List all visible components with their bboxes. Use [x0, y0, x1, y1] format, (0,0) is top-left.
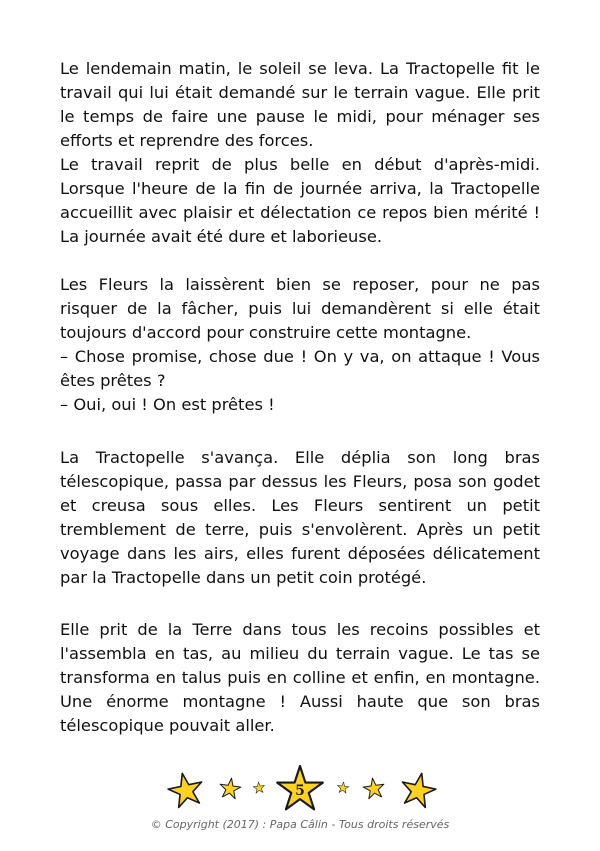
page-number: 5 [295, 783, 305, 799]
paragraph-4 [60, 618, 540, 738]
paragraph-2-line-1: Les Fleurs la laissèrent bien se reposer, pour ne pas risquer de la fâcher, puis lui demandèrent si elle était toujours d'accord pour construire cette montagne. [60, 275, 540, 342]
paragraph-2-dialogue-1: – Chose promise, chose due ! On y va, on attaque ! Vous êtes prêtes ? [60, 347, 540, 390]
star-icon [166, 770, 206, 809]
paragraph-1-line-2: Le travail reprit de plus belle en début d'après-midi. Lorsque l'heure de la fin de journée arriva, la Tractopelle accueillit avec plaisir et délectation ce repos bien mérité ! La journée avait été dure et laborieuse. [60, 155, 540, 246]
footer-stars [0, 764, 600, 814]
paragraph-2 [60, 273, 540, 417]
paragraph-3-line-1: La Tractopelle s'avança. Elle déplia son long bras télescopique, passa par dessus les Fleurs, posa son godet et creusa sous elles. Les Fleurs sentirent un petit tremblement de terre, puis s'envolèrent. Après un petit voyage dans les airs, elles furent déposées délicatement par la Tractopelle dans un petit coin protégé. [60, 448, 540, 587]
paragraph-3 [60, 446, 540, 590]
paragraph-2-dialogue-2: – Oui, oui ! On est prêtes ! [60, 395, 275, 414]
star-icon [218, 777, 241, 800]
star-icon [253, 781, 265, 793]
paragraph-1-line-1: Le lendemain matin, le soleil se leva. La Tractopelle fit le travail qui lui était demandé sur le terrain vague. Elle prit le temps de faire une pause le midi, pour ménager ses efforts et reprendre des forces. [60, 59, 540, 150]
star-icon [362, 777, 385, 800]
star-icon [337, 781, 349, 793]
copyright-notice: © Copyright (2017) : Papa Câlin - Tous droits réservés [150, 818, 450, 831]
paragraph-1 [60, 57, 540, 249]
star-icon [398, 770, 438, 809]
paragraph-4-line-1: Elle prit de la Terre dans tous les recoins possibles et l'assembla en tas, au milieu du terrain vague. Le tas se transforma en talus puis en colline et enfin, en montagne. Une énorme montagne ! Aussi haute que son bras télescopique pouvait aller. [60, 620, 540, 735]
page-number-star-icon [277, 766, 323, 809]
